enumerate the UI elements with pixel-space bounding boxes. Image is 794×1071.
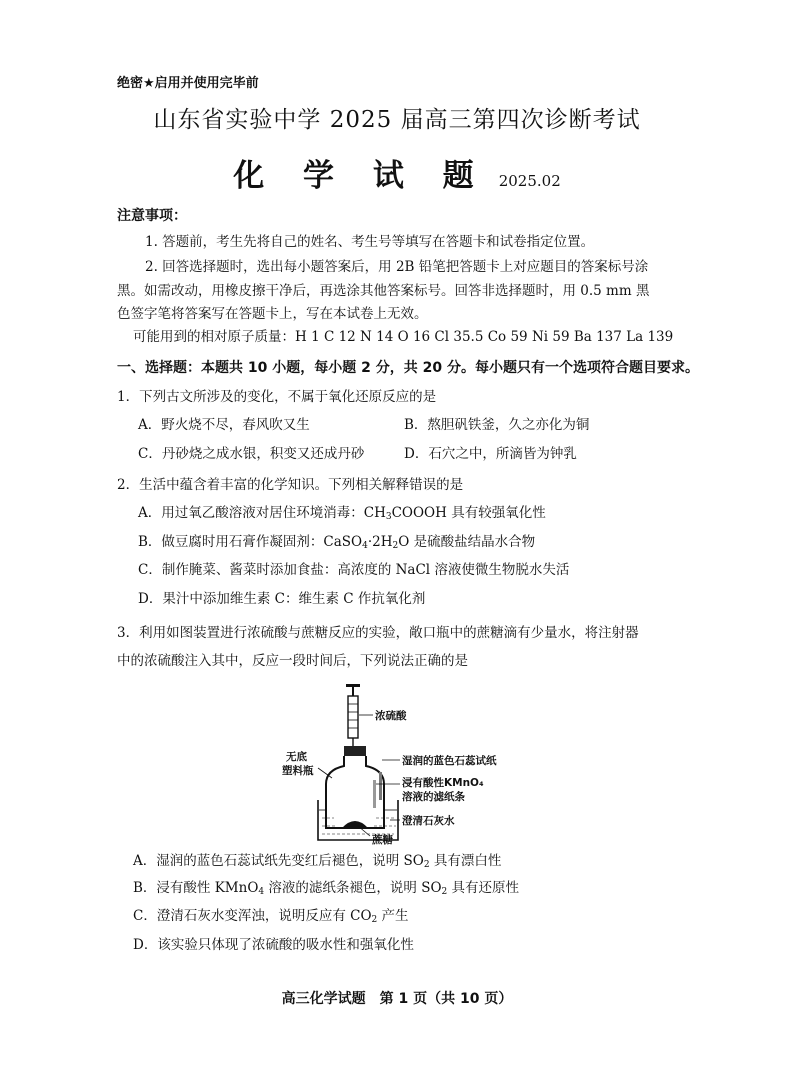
section-1-heading: 一、选择题：本题共 10 小题，每小题 2 分，共 20 分。每小题只有一个选项符合题目要求。 [117,360,699,376]
page-footer: 高三化学试题 第 1 页（共 10 页） [281,991,513,1007]
school-title: 山东省实验中学 2025 届高三第四次诊断考试 [153,107,641,133]
litmus-paper [379,772,382,800]
stopper [344,746,366,756]
notice-item-2-line-3: 色签字笔将答案写在答题卡上，写在本试卷上无效。 [117,306,428,322]
q2-option-c: C．制作腌菜、酱菜时添加食盐：高浓度的 NaCl 溶液使微生物脱水失活 [138,562,570,578]
syringe-icon [346,684,360,750]
subject-heading [0,150,794,195]
q1-option-b: B．熬胆矾铁釜，久之亦化为铜 [404,417,590,433]
notice-item-1: 1. 答题前，考生先将自己的姓名、考生号等填写在答题卡和试卷指定位置。 [145,234,595,250]
q1-stem: 1．下列古文所涉及的变化，不属于氧化还原反应的是 [117,389,437,405]
label-bottle-line-1: 无底 [286,751,307,763]
kmno4-strip [373,780,376,808]
q3-option-b: B．浸有酸性 KMnO$_4$ 溶液的滤纸条褪色，说明 $SO_2$ 具有还原性 [133,880,520,897]
label-acid: 浓硫酸 [375,710,407,722]
q3-stem-line-1: 3．利用如图装置进行浓硫酸与蔗糖反应的实验，敞口瓶中的蔗糖滴有少量水，将注射器 [117,625,639,641]
q1-option-a: A．野火烧不尽，春风吹又生 [138,417,310,433]
q2-option-a: A．用过氧乙酸溶液对居住环境消毒：$CH_3COOOH$ 具有较强氧化性 [138,505,546,522]
q1-option-d: D．石穴之中，所滴皆为钟乳 [404,446,577,462]
q3-option-d: D．该实验只体现了浓硫酸的吸水性和强氧化性 [133,937,414,953]
q3-option-a: A．湿润的蓝色石蕊试纸先变红后褪色，说明 $SO_2$ 具有漂白性 [133,853,502,870]
q3-stem-line-2: 中的浓硫酸注入其中，反应一段时间后，下列说法正确的是 [117,653,468,669]
q2-option-d: D．果汁中添加维生素 C：维生素 C 作抗氧化剂 [138,591,426,607]
confidential-note: 绝密★启用并使用完毕前 [117,76,259,91]
label-litmus: 湿润的蓝色石蕊试纸 [402,755,497,767]
label-kmno4-line-2: 溶液的滤纸条 [402,791,465,803]
subject-title: 化 学 试 题 [233,158,488,194]
apparatus-diagram [278,680,528,845]
exam-date: 2025.02 [498,172,561,190]
q3-option-c: C．澄清石灰水变浑浊，说明反应有 $CO_2$ 产生 [133,908,409,925]
q1-option-c: C．丹砂烧之成水银，积变又还成丹砂 [138,446,365,462]
notice-item-2-line-2: 黑。如需改动，用橡皮擦干净后，再选涂其他答案标号。回答非选择题时，用 0.5 mm 黑 [117,283,650,299]
label-kmno4-line-1: 浸有酸性KMnO₄ [402,777,484,789]
atomic-masses: 可能用到的相对原子质量：H 1 C 12 N 14 O 16 Cl 35.5 Co 59 Ni 59 Ba 137 La 139 [133,329,674,345]
notice-item-2-line-1: 2. 回答选择题时，选出每小题答案后，用 2B 铅笔把答题卡上对应题目的答案标号涂 [145,259,649,275]
notice-title: 注意事项： [117,208,187,224]
label-bottle-line-2: 塑料瓶 [282,765,314,777]
q2-option-b: B．做豆腐时用石膏作凝固剂：$CaSO_4\cdot 2H_2O$ 是硫酸盐结晶水合物 [138,534,536,551]
q2-stem: 2．生活中蕴含着丰富的化学知识。下列相关解释错误的是 [117,477,464,493]
sucrose-pile [342,821,368,828]
label-limewater: 澄清石灰水 [402,815,455,827]
label-sucrose: 蔗糖 [372,834,393,845]
